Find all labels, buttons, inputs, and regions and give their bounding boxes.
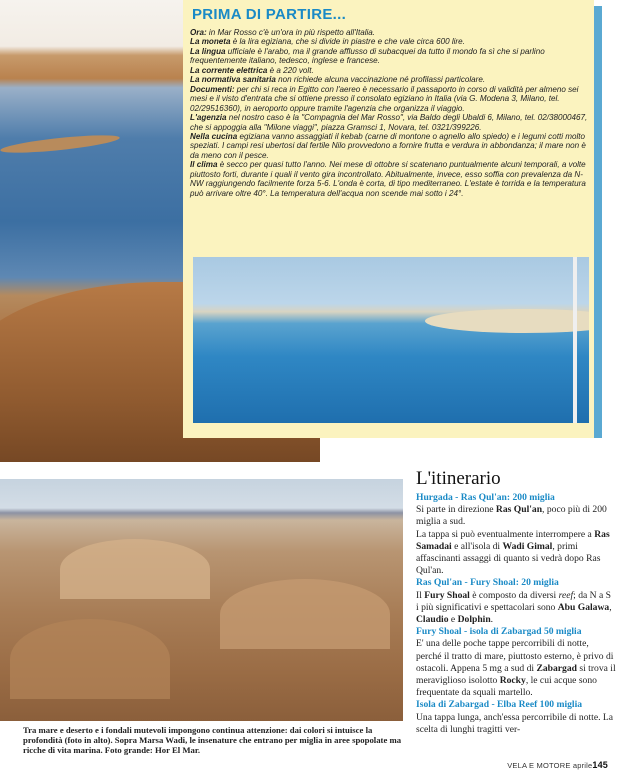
leg-text: E' una delle poche tappe percorribili di notte, perché il tratto di mare, piuttosto esterno, è privo di ostacoli. Appena 5 mg a sud di xyxy=(416,638,614,674)
info-text xyxy=(190,28,590,198)
info-title: PRIMA DI PARTIRE... xyxy=(192,6,347,23)
leg-text: e xyxy=(448,614,458,626)
leg-text: Il xyxy=(416,589,425,601)
dune xyxy=(10,619,170,699)
leg-text: reef xyxy=(558,589,574,601)
photo-caption: Tra mare e deserto e i fondali mutevoli impongono continua attenzione: dai colori si intuisce la profondità (foto in alto). Sopra Marsa Wadi, le insenature che entrano per miglia in aree spopolate ma ricche di vita marina. Foto grande: Hor El Mar. xyxy=(23,725,402,756)
documenti-label: Documenti: xyxy=(190,84,235,94)
place-name: Claudio xyxy=(416,614,449,626)
leg-heading: Isola di Zabargad - Elba Reef 100 miglia xyxy=(416,699,583,711)
leg-text: si trova il meraviglioso isolotto xyxy=(416,662,616,687)
place-name: Ras Qul'an xyxy=(495,504,543,516)
leg-heading: Ras Qul'an - Fury Shoal: 20 miglia xyxy=(416,577,559,589)
clima-text: è secco per quasi tutto l'anno. Nei mese di ottobre si scatenano puntualmente alcuni temporali, a volte piuttosto forti, durante i quali il vento gira incontrollato. Abitualmente, invece, esso soffia con prevalenza da N-NW raggiungendo facilmente forza 5-6. L'onda è corta, di tipo mediterraneo. L'estate è torrida e la temperatura può arrivare oltre 40°. La temperatura dell'acqua non scende mai sotto i 24°. xyxy=(190,160,586,198)
sandbar xyxy=(425,309,589,333)
info-box-shadow xyxy=(594,6,602,438)
leg-text: è composto da diversi xyxy=(469,589,559,601)
leg-text: La tappa si può eventualmente interrompere a xyxy=(416,528,595,540)
leg-text: . xyxy=(490,614,494,626)
place-name: Zabargad xyxy=(536,662,577,674)
ora-label: Ora: xyxy=(190,28,207,37)
issue-month: aprile xyxy=(572,761,593,770)
mast xyxy=(573,257,577,423)
sand-spit xyxy=(0,132,120,156)
leg-text: , le cui acque sono frequentate da squali martello. xyxy=(416,675,597,699)
leg-heading: Fury Shoal - isola di Zabargad 50 miglia xyxy=(416,626,582,638)
leg-text: , poco più di 200 miglia a sud. xyxy=(416,504,607,528)
place-name: Wadi Gimal xyxy=(502,540,553,552)
leg-text: Una tappa lunga, anch'essa percorribile di notte. La scelta di lunghi tragitti ver- xyxy=(416,711,613,735)
desert-photo xyxy=(0,479,403,721)
leg-text: , xyxy=(609,601,612,613)
leg-text: e all'isola di xyxy=(451,540,503,552)
agenzia-label: L'agenzia xyxy=(190,113,227,123)
moneta-label: La moneta xyxy=(190,37,231,47)
dune xyxy=(60,539,210,599)
cucina-label: Nella cucina xyxy=(190,131,238,141)
dune xyxy=(220,579,390,649)
normativa-label: La normativa sanitaria xyxy=(190,75,276,85)
sea-photo xyxy=(193,257,589,423)
page-number: 145 xyxy=(592,760,608,770)
itinerary-title: L'itinerario xyxy=(416,468,501,489)
clima-label: Il clima xyxy=(190,160,218,170)
place-name: Ras Samadai xyxy=(416,528,610,552)
itinerary-text xyxy=(416,492,616,736)
leg-heading: Hurgada - Ras Qul'an: 200 miglia xyxy=(416,492,555,503)
place-name: Abu Galawa xyxy=(557,601,610,613)
ora-text: in Mar Rosso c'è un'ora in più rispetto all'Italia. xyxy=(206,28,376,37)
page-footer xyxy=(507,760,608,770)
place-name: Rocky xyxy=(499,675,526,687)
place-name: Dolphin xyxy=(457,614,491,626)
lingua-text: ufficiale è l'arabo, ma il grande afflusso di subacquei da tutto il mondo fa sì che si parlino frequentemente italiano, tedesco, inglese e francese. xyxy=(190,46,545,66)
normativa-text: non richiede alcuna vaccinazione né profilassi particolare. xyxy=(275,75,486,85)
lingua-label: La lingua xyxy=(190,46,226,56)
leg-text: , primi affascinanti assaggi di quanto si vedrà dopo Ras Qul'an. xyxy=(416,540,601,577)
documenti-text: per chi si reca in Egitto con l'aereo è necessario il passaporto in corso di validità per almeno sei mesi e il visto d'entrata che si ottiene presso il consolato egiziano in Italia (via G. Modena 3, Milano, tel. 02/29516360), in aeroporto oppure tramite l'agenzia che organizza il viaggio. xyxy=(190,84,579,113)
leg-text: Si parte in direzione xyxy=(416,504,496,516)
corrente-label: La corrente elettrica xyxy=(190,65,268,75)
agenzia-text: nel nostro caso è la "Compagnia del Mar Rosso", via Baldo degli Ubaldi 6, Milano, tel. 02/38000467, che si appoggia alla "Milone viaggi", piazza Gramsci 1, Novara, tel. 0321/399226. xyxy=(190,113,588,132)
place-name: Fury Shoal xyxy=(424,589,470,601)
corrente-text: è a 220 volt. xyxy=(267,65,314,75)
magazine-name: VELA E MOTORE xyxy=(507,761,571,770)
leg-text: ; da N a S i più significativi e spettacolari sono xyxy=(416,589,611,613)
moneta-text: è la lira egiziana, che si divide in piastre e che vale circa 600 lire. xyxy=(230,37,465,47)
cucina-text: egiziana vanno assaggiati il kebab (carne di montone o agnello allo spiedo) e i legumi cotti molto speziati. I campi resi ubertosi dal fertile Nilo provvedono a fornire frutta e verdura in abbondanza; il mare non è da meno con il pesce. xyxy=(190,131,586,160)
